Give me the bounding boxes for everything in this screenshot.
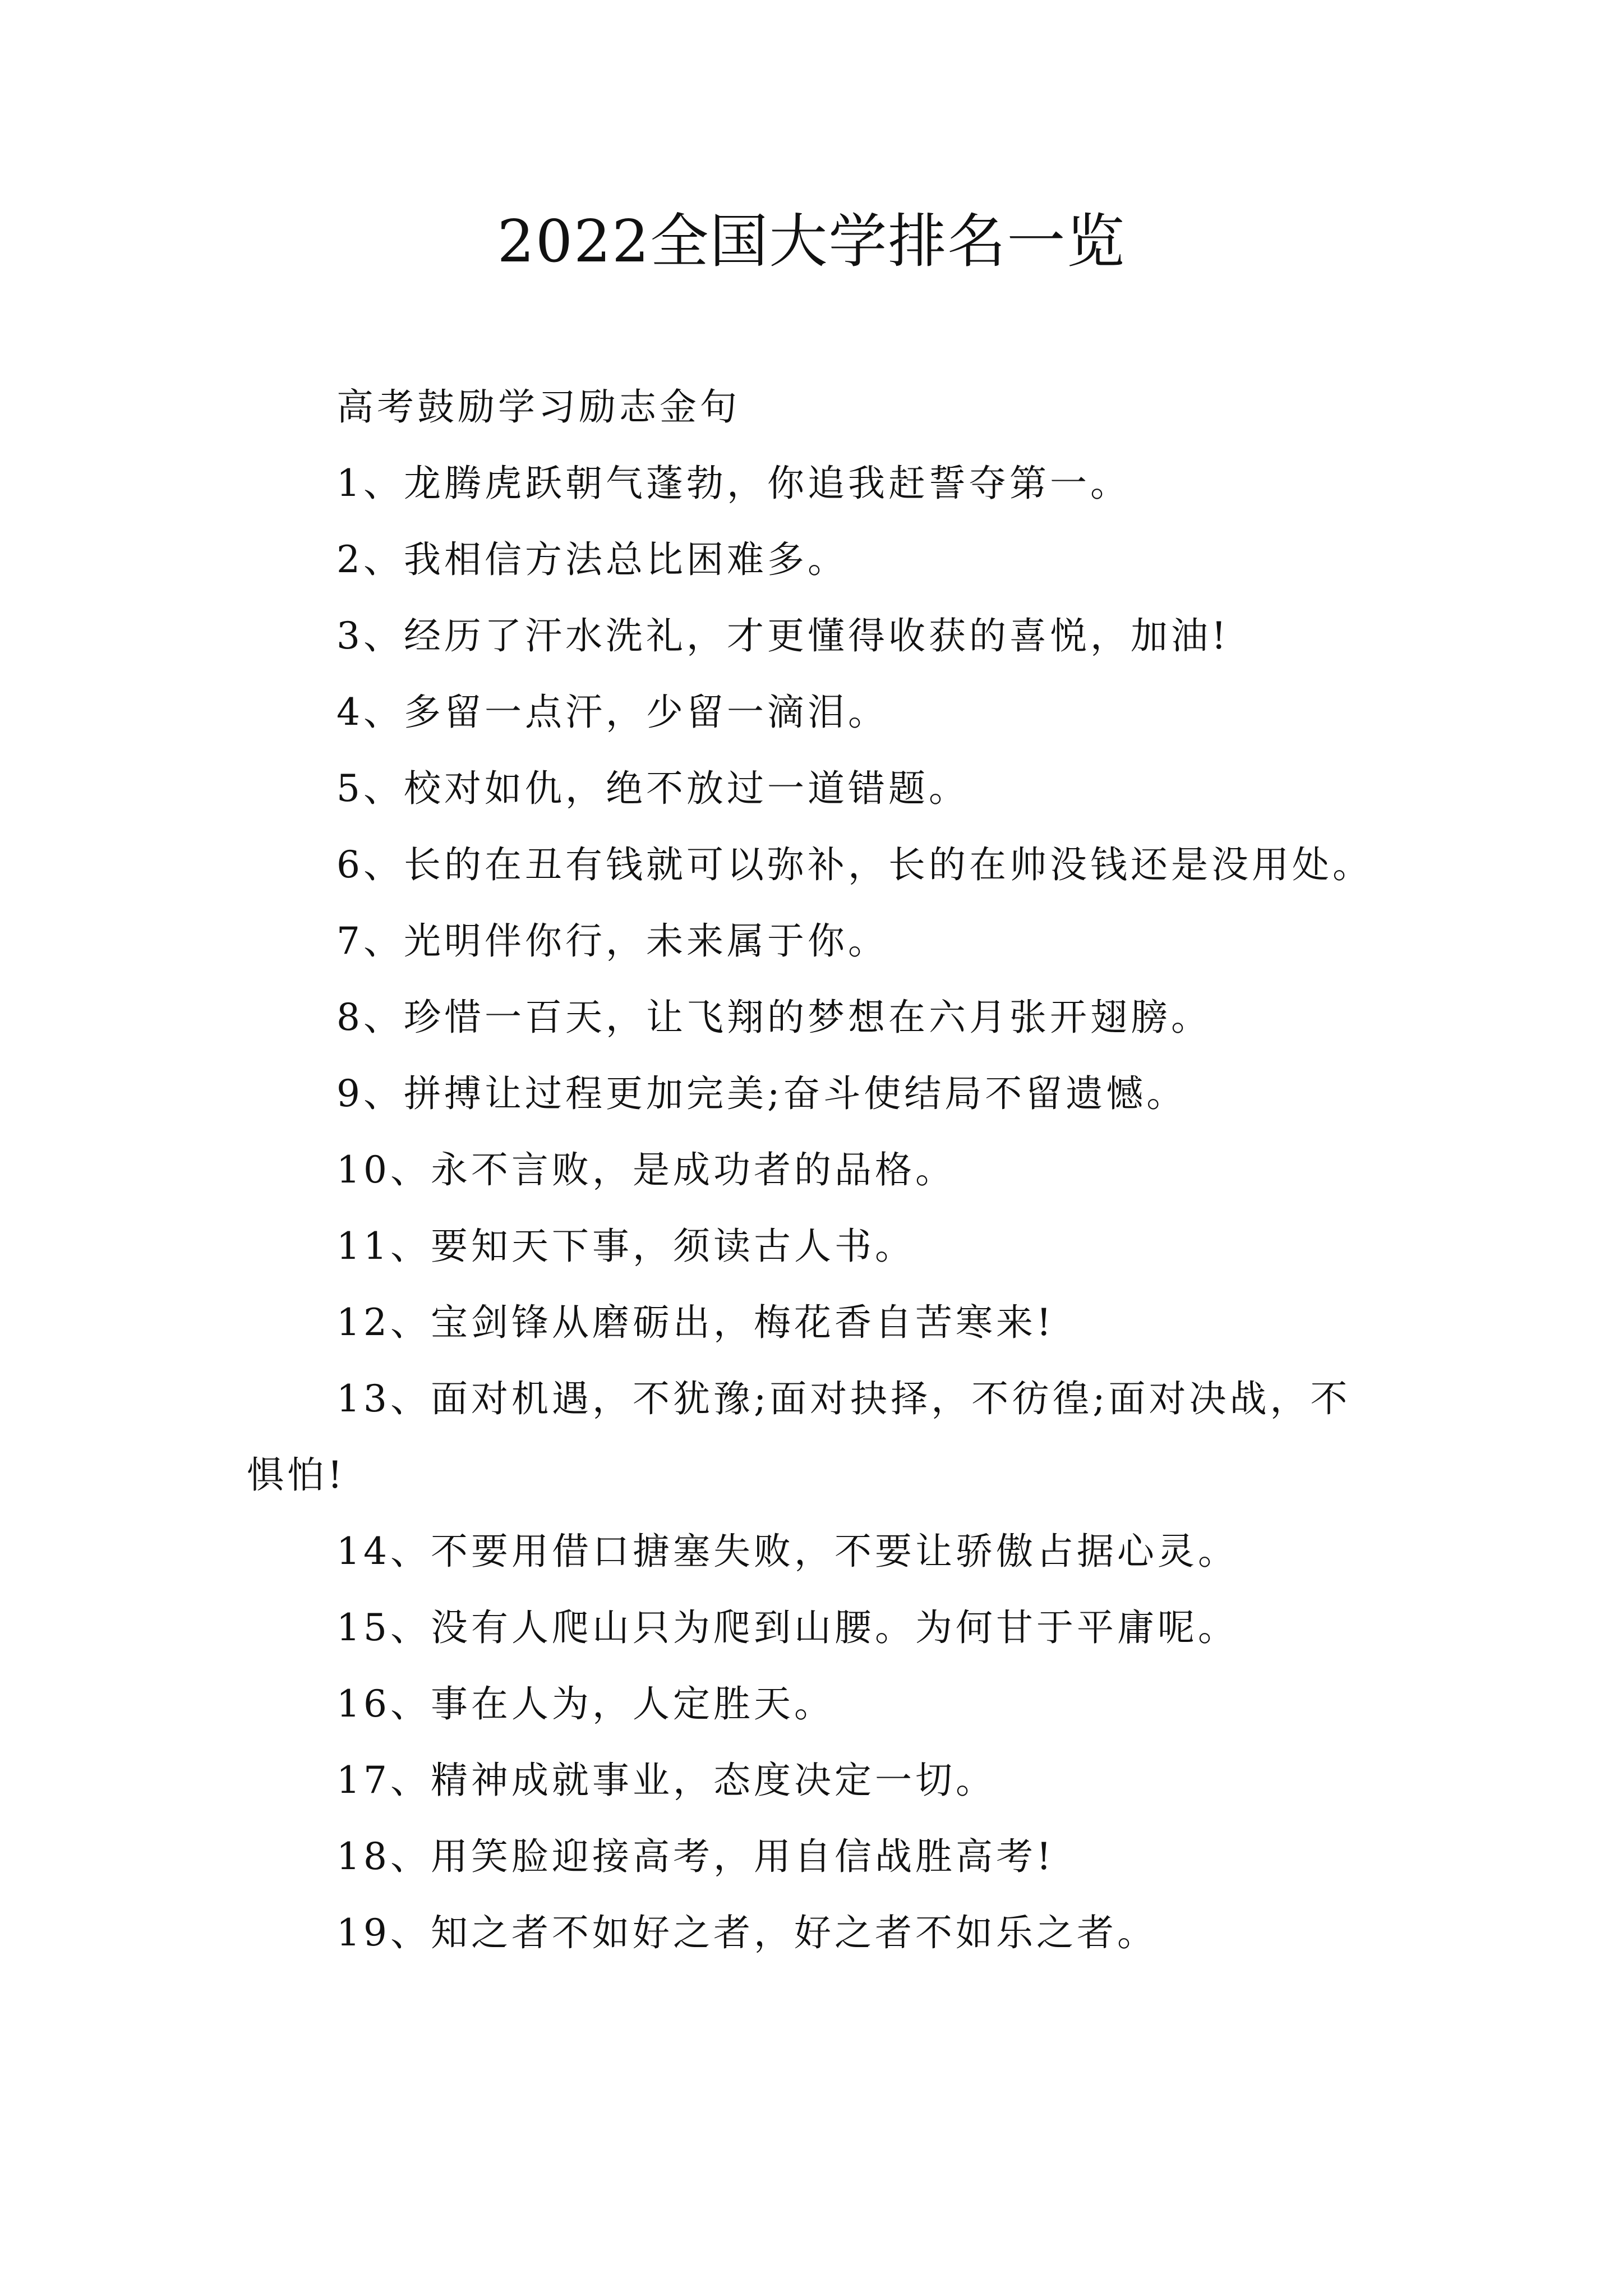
- quote-line: 13、面对机遇，不犹豫;面对抉择，不彷徨;面对决战，不惧怕!: [247, 1377, 1351, 1497]
- page-title: 2022全国大学排名一览: [497, 207, 1126, 275]
- quote-line: 12、宝剑锋从磨砺出，梅花香自苦寒来!: [336, 1301, 1055, 1344]
- quote-line: 10、永不言败，是成功者的品格。: [336, 1148, 956, 1191]
- quote-line: 4、多留一点汗，少留一滴泪。: [336, 691, 888, 734]
- quote-line: 5、校对如仇，绝不放过一道错题。: [336, 767, 969, 810]
- quote-line: 15、没有人爬山只为爬到山腰。为何甘于平庸呢。: [336, 1606, 1238, 1649]
- quote-line: 9、拼搏让过程更加完美;奋斗使结局不留遗憾。: [336, 1072, 1187, 1115]
- quote-line: 6、长的在丑有钱就可以弥补，长的在帅没钱还是没用处。: [336, 843, 1373, 886]
- section-heading: 高考鼓励学习励志金句: [336, 385, 740, 429]
- quote-line: 19、知之者不如好之者，好之者不如乐之者。: [336, 1911, 1158, 1954]
- quote-line: 18、用笑脸迎接高考，用自信战胜高考!: [336, 1835, 1055, 1878]
- quote-line: 14、不要用借口搪塞失败，不要让骄傲占据心灵。: [336, 1530, 1238, 1573]
- document-body: [247, 369, 1391, 1971]
- quote-line: 8、珍惜一百天，让飞翔的梦想在六月张开翅膀。: [336, 996, 1211, 1039]
- quote-line: 11、要知天下事，须读古人书。: [336, 1225, 915, 1268]
- quote-line: 2、我相信方法总比困难多。: [336, 538, 848, 581]
- quote-line: 17、精神成就事业，态度决定一切。: [336, 1759, 996, 1802]
- quote-line: 16、事在人为，人定胜天。: [336, 1682, 834, 1726]
- quote-line: 7、光明伴你行，未来属于你。: [336, 919, 888, 963]
- quote-line: 3、经历了汗水洗礼，才更懂得收获的喜悦，加油!: [336, 614, 1230, 657]
- quote-line: 1、龙腾虎跃朝气蓬勃，你追我赶誓夺第一。: [336, 462, 1131, 505]
